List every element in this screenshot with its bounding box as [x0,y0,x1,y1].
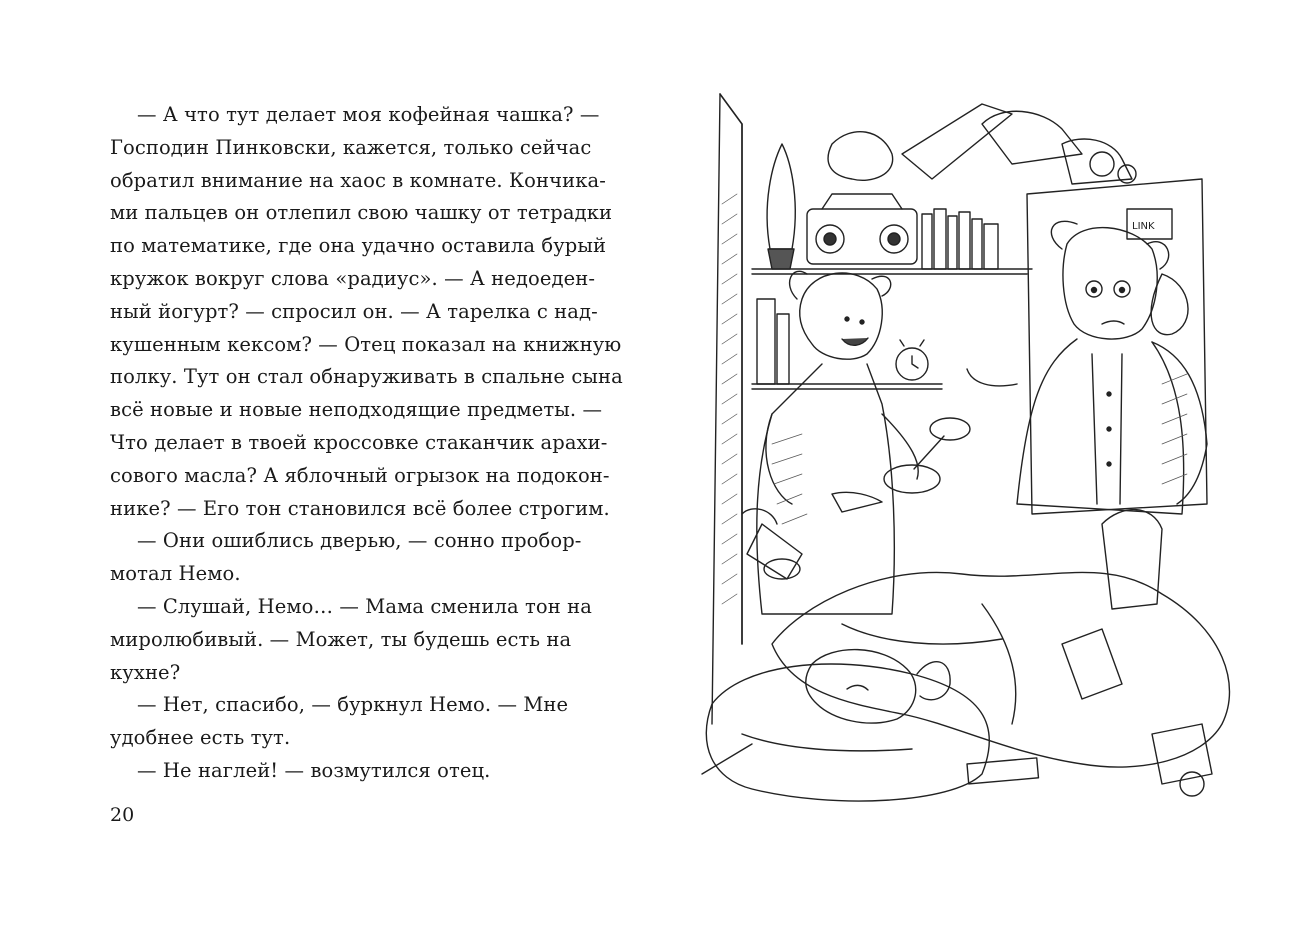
text-line: — Не наглей! — возмутился отец. [137,758,491,782]
junk-pile [828,104,1136,184]
text-line: полку. Тут он стал обнаруживать в спальне сына [110,365,623,389]
text-line: кушенным кексом? — Отец показал на книжную [110,332,622,356]
text-line: — А что тут делает моя кофейная чашка? — [137,103,600,126]
text-line: по математике, где она удачно оставила бурый [110,234,607,258]
text-line: обратил внимание на хаос в комнате. Кончика- [110,168,606,192]
boombox-icon [807,194,917,264]
text-line: нике? — Его тон становился всё более строгим. [110,496,610,520]
illustration [682,84,1264,814]
lava-lamp-icon [767,144,795,269]
page-number: 20 [110,804,135,826]
text-line: сового масла? А яблочный огрызок на подокон- [110,463,610,487]
sign-text: LINK [1132,221,1155,232]
pillow [706,664,989,801]
text-line: кухне? [110,660,181,684]
text-line: всё новые и новые неподходящие предметы. — [110,398,603,422]
floor-items [702,724,1212,796]
text-line: кружок вокруг слова «радиус». — А недоеден- [110,266,596,290]
alarm-clock-icon [896,340,928,380]
blanket-figure [772,572,1230,767]
text-line: Что делает в твоей кроссовке стаканчик арахи- [110,430,608,454]
boy-figure [806,650,950,723]
text-line: ный йогурт? — спросил он. — А тарелка с над- [110,299,598,323]
mother-figure [757,271,918,614]
text-line: ми пальцев он отлепил свою чашку от тетрадки [110,201,613,225]
text-line: мотал Немо. [110,562,241,586]
text-line: миролюбивый. — Может, ты будешь есть на [110,627,572,651]
text-line: — Нет, спасибо, — буркнул Немо. — Мне [137,693,569,717]
text-line: — Слушай, Немо… — Мама сменила тон на [137,594,592,618]
books-top [922,209,998,269]
father-figure [967,221,1207,609]
text-line: удобнее есть тут. [110,726,291,750]
text-line: — Они ошиблись дверью, — сонно пробор- [137,529,582,553]
body-text [110,99,623,788]
text-line: Господин Пинковски, кажется, только сейчас [110,135,592,159]
